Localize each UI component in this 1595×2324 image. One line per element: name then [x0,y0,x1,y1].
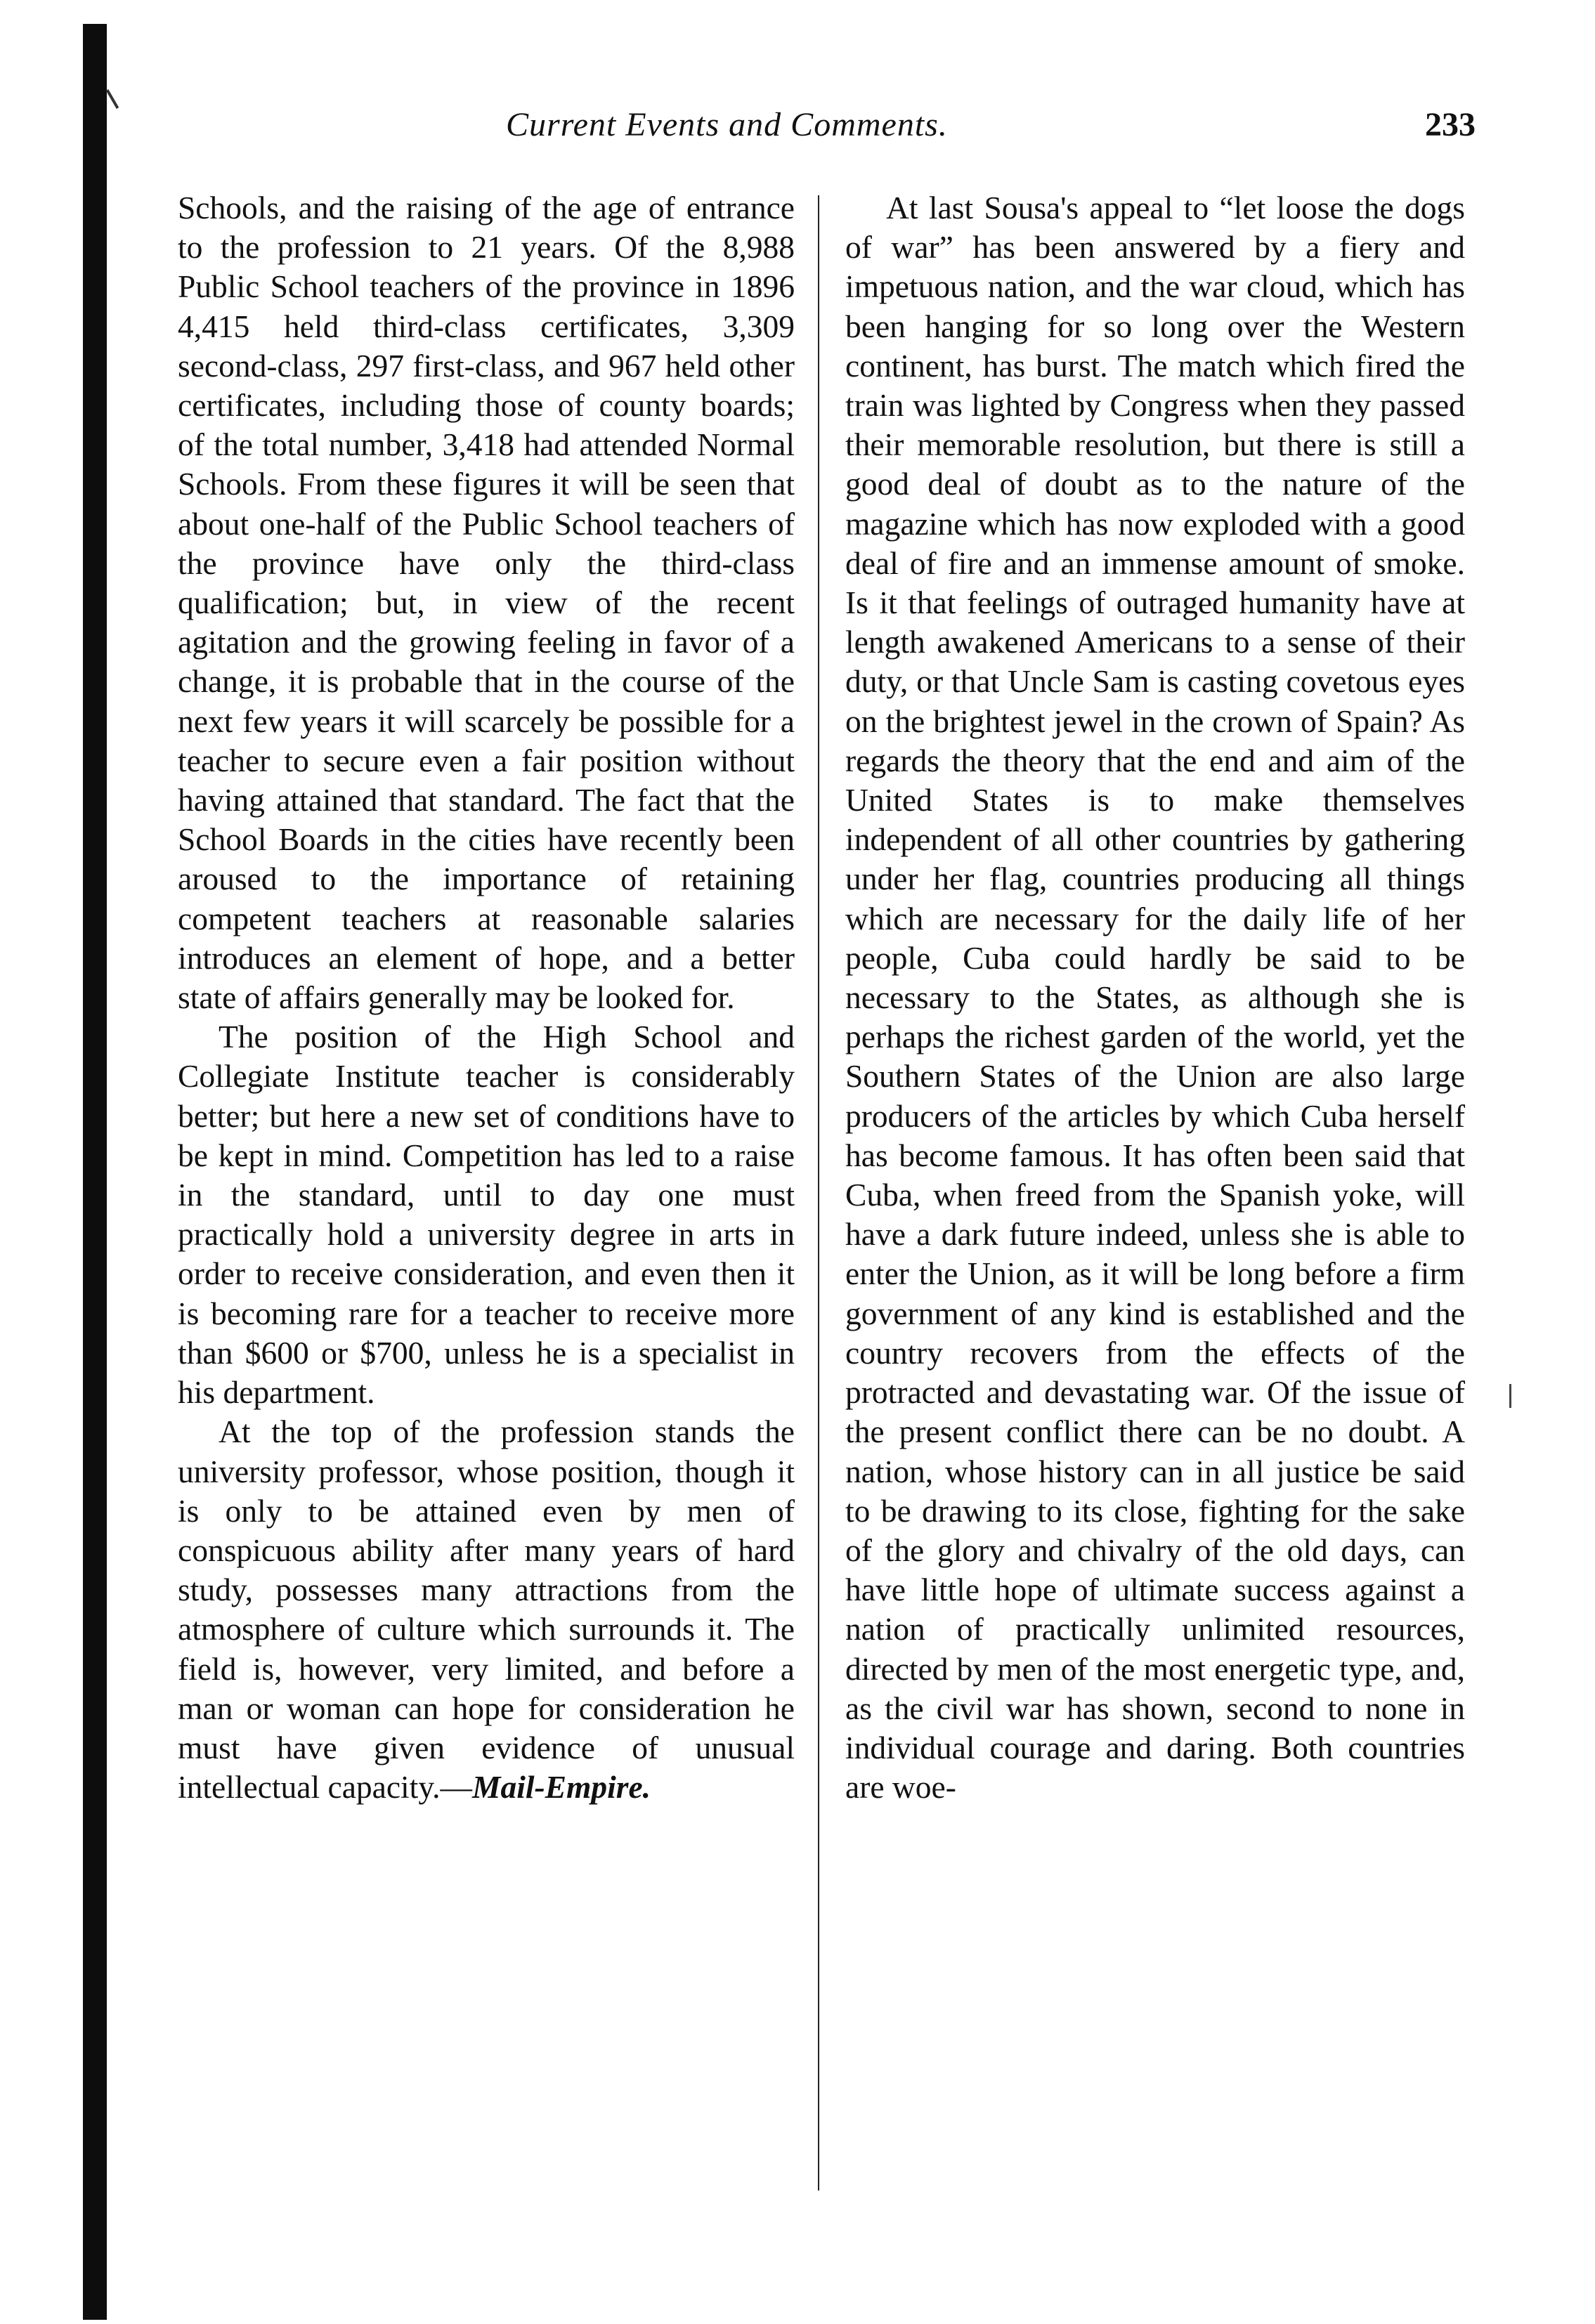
left-paragraph-3-text: At the top of the profession stands the university professor, whose position, though it is only to be attained even by men of conspicuous ability after many years of hard study, possesses many attractions from the atmosphere of culture which surrounds it. The field is, however, very limited, and before a man or woman can hope for consideration he must have given evidence of unusual intellectual capacity.— [178,1414,795,1806]
column-divider [818,195,819,2191]
left-column [178,188,795,1807]
right-column [845,188,1465,1807]
running-title: Current Events and Comments. [506,106,948,143]
page-header [176,105,1476,162]
page-number: 233 [1425,106,1476,143]
right-paragraph-1: At last Sousa's appeal to “let loose the dogs of war” has been answered by a fiery and impetuous nation, and the war cloud, which has been hanging for so long over the Western continent, has burst. The match which fired the train was lighted by Congress when they passed their memorable resolution, but there is still a good deal of doubt as to the nature of the magazine which has now exploded with a good deal of fire and an immense amount of smoke. Is it that feelings of outraged humanity have at length awakened Americans to a sense of their duty, or that Uncle Sam is casting covetous eyes on the brightest jewel in the crown of Spain? As regards the theory that the end and aim of the United States is to make themselves independent of all other countries by gathering under her flag, countries producing all things which are necessary for the daily life of her people, Cuba could hardly be said to be necessary to the States, as although she is perhaps the richest garden of the world, yet the Southern States of the Union are also large producers of the articles by which Cuba herself has become famous. It has often been said that Cuba, when freed from the Spanish yoke, will have a dark future indeed, unless she is able to enter the Union, as it will be long before a firm government of any kind is established and the country recovers from the effects of the protracted and devastating war. Of the issue of the present conflict there can be no doubt. A nation, whose history can in all justice be said to be drawing to its close, fighting for the sake of the glory and chivalry of the old days, can have little hope of ultimate success against a nation of practically unlimited resources, directed by men of the most energetic type, and, as the civil war has shown, second to none in individual courage and daring. Both countries are woe- [845,190,1465,1806]
left-paragraph-2: The position of the High School and Collegiate Institute teacher is considerably better; but here a new set of conditions have to be kept in mind. Competition has led to a raise in the standard, until to day one must practically hold a university degree in arts in order to receive consideration, and even then it is becoming rare for a teacher to receive more than $600 or $700, unless he is a specialist in his department. [178,1019,795,1411]
left-paragraph-3 [178,1412,795,1807]
left-paragraph-1: Schools, and the raising of the age of entrance to the profession to 21 years. Of the 8,988 Public School teachers of the province in 1896 4,415 held third-class certificates, 3,309 second-class, 297 first-class, and 967 held other certificates, including those of county boards; of the total number, 3,418 had attended Normal Schools. From these figures it will be seen that about one-half of the Public School teachers of the province have only the third-class qualification; but, in view of the recent agitation and the growing feeling in favor of a change, it is probable that in the course of the next few years it will scarcely be possible for a teacher to secure even a fair position without having attained that standard. The fact that the School Boards in the cities have recently been aroused to the importance of retaining competent teachers at reasonable salaries introduces an element of hope, and a better state of affairs generally may be looked for. [178,190,795,1016]
page-binding-edge [83,24,107,2320]
source-credit: Mail-Empire. [472,1769,651,1806]
binding-mark [106,89,119,109]
margin-mark [1509,1384,1511,1408]
